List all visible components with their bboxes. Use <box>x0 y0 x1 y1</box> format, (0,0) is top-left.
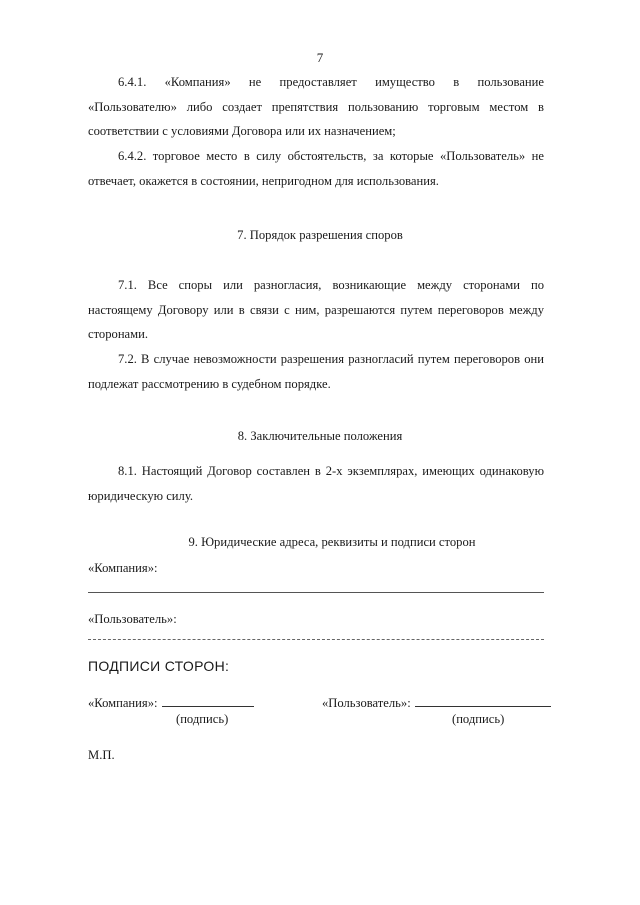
user-signature-label: «Пользователь»: <box>322 696 411 710</box>
company-signature-caption: (подпись) <box>176 712 229 726</box>
section-9-title: 9. Юридические адреса, реквизиты и подписи сторон <box>188 535 476 549</box>
clause-6-4-2: 6.4.2. торговое место в силу обстоятельств, за которые «Пользователь» не отвечает, окажется в состоянии, непригодном для использования. <box>88 149 544 188</box>
stamp-place: М.П. <box>88 748 115 762</box>
user-address-line <box>88 639 544 640</box>
company-signature-block <box>88 696 254 711</box>
clause-7-2: 7.2. В случае невозможности разрешения разногласий путем переговоров они подлежат рассмотрению в судебном порядке. <box>88 352 544 391</box>
user-signature-block <box>322 696 551 711</box>
company-address-label: «Компания»: <box>88 561 158 575</box>
user-address-label: «Пользователь»: <box>88 612 177 626</box>
section-7-title: 7. Порядок разрешения споров <box>237 228 403 242</box>
company-signature-label: «Компания»: <box>88 696 158 710</box>
clause-7-1: 7.1. Все споры или разногласия, возникающие между сторонами по настоящему Договору или в связи с ним, разрешаются путем переговоров между сторонами. <box>88 278 544 341</box>
company-address-line <box>88 592 544 593</box>
section-8-title: 8. Заключительные положения <box>237 429 403 443</box>
user-signature-line <box>415 696 551 707</box>
user-signature-caption: (подпись) <box>452 712 505 726</box>
page-number: 7 <box>316 50 324 65</box>
clause-6-4-1: 6.4.1. «Компания» не предоставляет имущество в пользование «Пользователю» либо создает препятствия пользованию торговым местом в соответствии с условиями Договора или их назначением; <box>88 75 544 138</box>
company-signature-line <box>162 696 254 707</box>
signatures-title: ПОДПИСИ СТОРОН: <box>88 658 230 674</box>
clause-8-1: 8.1. Настоящий Договор составлен в 2-х экземплярах, имеющих одинаковую юридическую силу. <box>88 464 544 503</box>
